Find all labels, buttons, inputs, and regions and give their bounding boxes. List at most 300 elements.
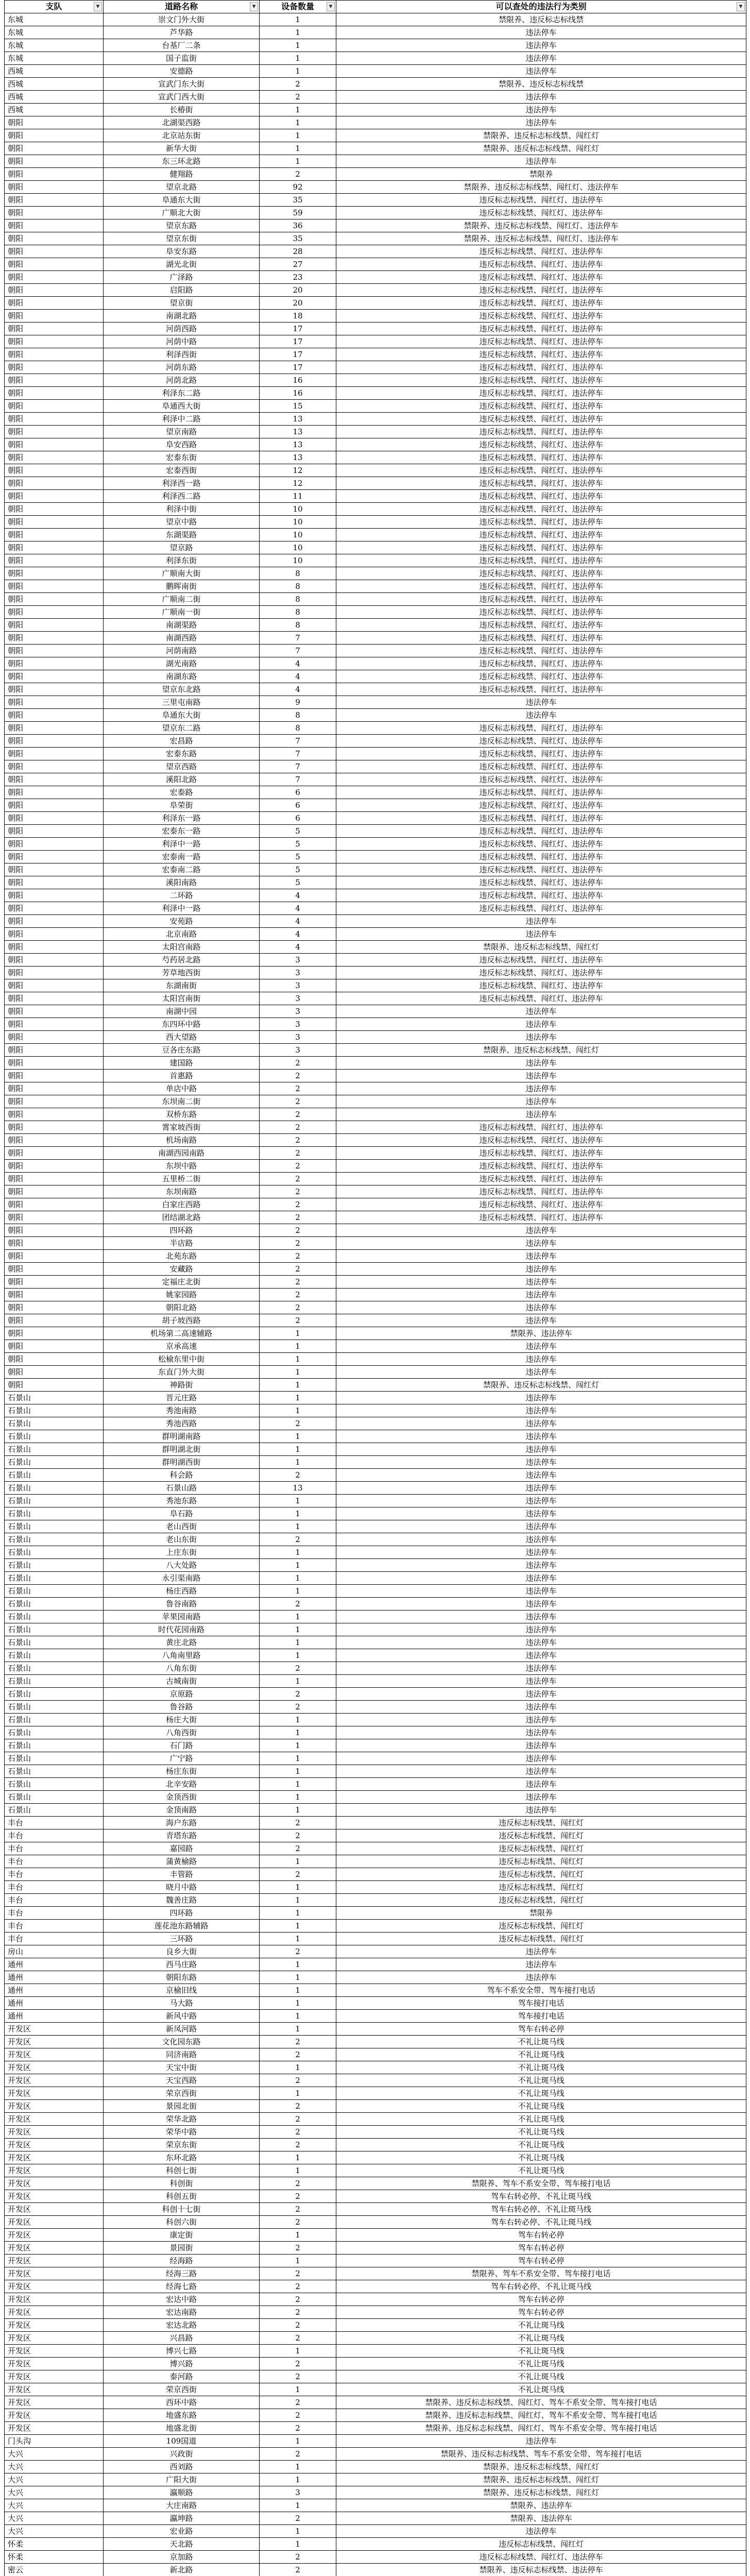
cell-team[interactable]: 朝阳 [5,116,104,129]
cell-road[interactable]: 东坝中路 [104,1160,260,1173]
cell-violation[interactable]: 禁限养、违法停车 [336,2512,746,2525]
cell-violation[interactable]: 不礼让斑马线 [336,2358,746,2370]
cell-count[interactable]: 3 [260,1044,336,1057]
cell-violation[interactable]: 违反标志标线禁、闯红灯、违法停车 [336,825,746,838]
cell-count[interactable]: 4 [260,902,336,915]
cell-violation[interactable]: 违法停车 [336,1031,746,1044]
cell-road[interactable]: 安德路 [104,65,260,78]
cell-road[interactable]: 机场南路 [104,1134,260,1147]
cell-team[interactable]: 朝阳 [5,1366,104,1379]
cell-road[interactable]: 广顺南一街 [104,606,260,619]
cell-road[interactable]: 石门路 [104,1739,260,1752]
cell-violation[interactable]: 违法停车 [336,1520,746,1533]
cell-violation[interactable]: 不礼让斑马线 [336,2048,746,2061]
cell-violation[interactable]: 违法停车 [336,1082,746,1095]
cell-violation[interactable]: 违反标志标线禁、闯红灯、违法停车 [336,477,746,490]
cell-count[interactable]: 5 [260,851,336,863]
cell-count[interactable]: 2 [260,1198,336,1211]
cell-team[interactable]: 大兴 [5,2461,104,2473]
cell-team[interactable]: 石景山 [5,1559,104,1572]
cell-road[interactable]: 金顶南路 [104,1804,260,1817]
cell-road[interactable]: 宏泰东路 [104,748,260,760]
cell-violation[interactable]: 禁限养、违反标志标线禁、闯红灯、违法停车 [336,181,746,194]
cell-road[interactable]: 宏业路 [104,2525,260,2538]
cell-road[interactable]: 天宝西路 [104,2074,260,2087]
cell-violation[interactable]: 违法停车 [336,1958,746,1971]
cell-count[interactable]: 3 [260,979,336,992]
cell-team[interactable]: 朝阳 [5,851,104,863]
cell-count[interactable]: 8 [260,567,336,580]
cell-team[interactable]: 大兴 [5,2448,104,2461]
cell-violation[interactable]: 违反标志标线禁、闯红灯、违法停车 [336,284,746,297]
cell-count[interactable]: 5 [260,876,336,889]
cell-count[interactable]: 36 [260,219,336,232]
cell-team[interactable]: 开发区 [5,2190,104,2203]
cell-count[interactable]: 3 [260,954,336,967]
cell-road[interactable]: 宏达中路 [104,2293,260,2306]
cell-count[interactable]: 3 [260,1031,336,1044]
cell-road[interactable]: 宏泰西街 [104,464,260,477]
cell-road[interactable]: 宣武门西大街 [104,91,260,104]
cell-road[interactable]: 广泽路 [104,271,260,284]
cell-violation[interactable]: 驾车接打电话 [336,2010,746,2023]
cell-team[interactable]: 石景山 [5,1585,104,1598]
cell-team[interactable]: 朝阳 [5,1018,104,1031]
cell-violation[interactable]: 不礼让斑马线 [336,2087,746,2100]
cell-count[interactable]: 6 [260,812,336,825]
cell-road[interactable]: 新风中路 [104,2010,260,2023]
cell-road[interactable]: 安苑路 [104,915,260,928]
cell-road[interactable]: 杨庄东街 [104,1765,260,1778]
cell-team[interactable]: 朝阳 [5,799,104,812]
cell-road[interactable]: 鲁谷南路 [104,1598,260,1611]
cell-violation[interactable]: 违反标志标线禁、闯红灯、违法停车 [336,1147,746,1160]
cell-team[interactable]: 石景山 [5,1392,104,1404]
cell-count[interactable]: 1 [260,1894,336,1907]
cell-violation[interactable]: 违反标志标线禁、闯红灯、违法停车 [336,413,746,426]
cell-road[interactable]: 京承高速 [104,1340,260,1353]
cell-road[interactable]: 大庄南路 [104,2499,260,2512]
cell-violation[interactable]: 违反标志标线禁、闯红灯 [336,1842,746,1855]
cell-count[interactable]: 1 [260,1920,336,1933]
cell-team[interactable]: 开发区 [5,2203,104,2216]
cell-road[interactable]: 科创街 [104,2177,260,2190]
cell-road[interactable]: 广顺北大街 [104,207,260,219]
cell-team[interactable]: 朝阳 [5,1340,104,1353]
cell-road[interactable]: 四环路 [104,1224,260,1237]
cell-team[interactable]: 石景山 [5,1778,104,1791]
cell-team[interactable]: 朝阳 [5,1057,104,1070]
cell-count[interactable]: 1 [260,1559,336,1572]
cell-violation[interactable]: 违反标志标线禁、闯红灯、违法停车 [336,1134,746,1147]
cell-road[interactable]: 胡子坡西路 [104,1314,260,1327]
cell-road[interactable]: 太阳宫南街 [104,992,260,1005]
cell-count[interactable]: 2 [260,1301,336,1314]
cell-violation[interactable]: 违反标志标线禁、闯红灯、违法停车 [336,889,746,902]
cell-team[interactable]: 朝阳 [5,1237,104,1250]
cell-road[interactable]: 利泽东一路 [104,812,260,825]
cell-road[interactable]: 新凤河路 [104,2023,260,2036]
cell-road[interactable]: 利泽东街 [104,554,260,567]
cell-road[interactable]: 利泽中一路 [104,838,260,851]
cell-road[interactable]: 望京中路 [104,516,260,529]
cell-team[interactable]: 朝阳 [5,1005,104,1018]
cell-count[interactable]: 2 [260,2319,336,2332]
cell-violation[interactable]: 违法停车 [336,1057,746,1070]
cell-team[interactable]: 朝阳 [5,670,104,683]
cell-violation[interactable]: 违反标志标线禁、闯红灯 [336,1881,746,1894]
cell-road[interactable]: 天北路 [104,2538,260,2551]
cell-count[interactable]: 10 [260,529,336,541]
cell-team[interactable]: 朝阳 [5,438,104,451]
cell-count[interactable]: 2 [260,1095,336,1108]
cell-violation[interactable]: 违法停车 [336,1765,746,1778]
cell-road[interactable]: 宏达北路 [104,2319,260,2332]
cell-team[interactable]: 石景山 [5,1546,104,1559]
cell-violation[interactable]: 不礼让斑马线 [336,2061,746,2074]
cell-road[interactable]: 宏泰东街 [104,451,260,464]
cell-road[interactable]: 芳草地西街 [104,967,260,979]
cell-violation[interactable]: 违法停车 [336,1507,746,1520]
cell-violation[interactable]: 违法停车 [336,1276,746,1289]
cell-count[interactable]: 3 [260,967,336,979]
cell-count[interactable]: 2 [260,168,336,181]
cell-road[interactable]: 机场第二高速辅路 [104,1327,260,1340]
cell-team[interactable]: 朝阳 [5,645,104,657]
cell-count[interactable]: 2 [260,2177,336,2190]
cell-violation[interactable]: 违法停车 [336,1108,746,1121]
cell-violation[interactable]: 禁限养、违反标志标线禁、闯红灯、违法停车 [336,219,746,232]
cell-road[interactable]: 北辛安路 [104,1778,260,1791]
cell-team[interactable]: 朝阳 [5,297,104,310]
cell-violation[interactable]: 违法停车 [336,1095,746,1108]
cell-team[interactable]: 朝阳 [5,529,104,541]
cell-road[interactable]: 泰河路 [104,2370,260,2383]
cell-count[interactable]: 1 [260,2061,336,2074]
cell-count[interactable]: 1 [260,1623,336,1636]
cell-violation[interactable]: 违法停车 [336,1791,746,1804]
cell-count[interactable]: 1 [260,1520,336,1533]
cell-road[interactable]: 姚家园路 [104,1289,260,1301]
cell-count[interactable]: 1 [260,1739,336,1752]
cell-violation[interactable]: 违反标志标线禁、闯红灯、违法停车 [336,567,746,580]
cell-road[interactable]: 西马庄路 [104,1958,260,1971]
cell-road[interactable]: 东环北路 [104,2151,260,2164]
cell-team[interactable]: 房山 [5,1945,104,1958]
cell-road[interactable]: 安藏路 [104,1263,260,1276]
cell-count[interactable]: 2 [260,1147,336,1160]
cell-team[interactable]: 丰台 [5,1881,104,1894]
cell-violation[interactable]: 禁限养、违反标志标线禁、闯红灯 [336,2486,746,2499]
cell-count[interactable]: 2 [260,1701,336,1714]
cell-count[interactable]: 20 [260,297,336,310]
cell-road[interactable]: 康定街 [104,2229,260,2242]
cell-count[interactable]: 2 [260,2448,336,2461]
filter-dropdown-icon[interactable]: ▼ [94,2,102,11]
cell-violation[interactable]: 违反标志标线禁、闯红灯、违法停车 [336,619,746,632]
cell-count[interactable]: 12 [260,464,336,477]
cell-road[interactable]: 启阳路 [104,284,260,297]
cell-count[interactable]: 1 [260,142,336,155]
cell-road[interactable]: 科创五街 [104,2190,260,2203]
cell-team[interactable]: 朝阳 [5,348,104,361]
cell-team[interactable]: 石景山 [5,1611,104,1623]
cell-road[interactable]: 科会路 [104,1469,260,1482]
cell-count[interactable]: 2 [260,2280,336,2293]
cell-count[interactable]: 2 [260,2203,336,2216]
cell-team[interactable]: 朝阳 [5,541,104,554]
cell-violation[interactable]: 违法停车 [336,2525,746,2538]
cell-count[interactable]: 2 [260,2036,336,2048]
cell-violation[interactable]: 不礼让斑马线 [336,2126,746,2139]
cell-count[interactable]: 13 [260,426,336,438]
cell-road[interactable]: 团结湖北路 [104,1211,260,1224]
cell-count[interactable]: 2 [260,2100,336,2113]
cell-team[interactable]: 朝阳 [5,735,104,748]
cell-team[interactable]: 石景山 [5,1649,104,1662]
cell-road[interactable]: 阜安东路 [104,245,260,258]
cell-team[interactable]: 朝阳 [5,1211,104,1224]
cell-team[interactable]: 石景山 [5,1752,104,1765]
cell-count[interactable]: 17 [260,335,336,348]
cell-count[interactable]: 1 [260,1714,336,1726]
cell-violation[interactable]: 违反标志标线禁、闯红灯、违法停车 [336,490,746,503]
cell-team[interactable]: 石景山 [5,1533,104,1546]
cell-violation[interactable]: 违法停车 [336,915,746,928]
cell-count[interactable]: 2 [260,1417,336,1430]
cell-road[interactable]: 老山西街 [104,1520,260,1533]
cell-team[interactable]: 朝阳 [5,1379,104,1392]
cell-violation[interactable]: 违反标志标线禁、闯红灯、违法停车 [336,632,746,645]
cell-count[interactable]: 1 [260,2087,336,2100]
cell-road[interactable]: 宏泰路 [104,786,260,799]
cell-count[interactable]: 2 [260,2048,336,2061]
cell-team[interactable]: 朝阳 [5,1108,104,1121]
cell-team[interactable]: 通州 [5,1971,104,1984]
cell-team[interactable]: 朝阳 [5,374,104,387]
cell-road[interactable]: 良乡大街 [104,1945,260,1958]
cell-count[interactable]: 8 [260,709,336,722]
cell-count[interactable]: 2 [260,2126,336,2139]
cell-count[interactable]: 1 [260,1958,336,1971]
cell-road[interactable]: 崇文门外大街 [104,13,260,26]
cell-count[interactable]: 10 [260,541,336,554]
cell-count[interactable]: 1 [260,1340,336,1353]
cell-road[interactable]: 阜通东大街 [104,709,260,722]
cell-count[interactable]: 1 [260,1392,336,1404]
cell-road[interactable]: 二环路 [104,889,260,902]
cell-violation[interactable]: 违法停车 [336,1636,746,1649]
cell-violation[interactable]: 违反标志标线禁、闯红灯、违法停车 [336,670,746,683]
cell-violation[interactable]: 违反标志标线禁、闯红灯、违法停车 [336,541,746,554]
cell-team[interactable]: 朝阳 [5,567,104,580]
cell-road[interactable]: 望京西路 [104,760,260,773]
cell-road[interactable]: 秀池南路 [104,1404,260,1417]
cell-count[interactable]: 1 [260,2229,336,2242]
cell-violation[interactable]: 违反标志标线禁、闯红灯、违法停车 [336,992,746,1005]
cell-count[interactable]: 1 [260,129,336,142]
cell-violation[interactable]: 违法停车 [336,1572,746,1585]
cell-team[interactable]: 石景山 [5,1791,104,1804]
cell-count[interactable]: 2 [260,1469,336,1482]
cell-violation[interactable]: 违反标志标线禁、闯红灯、违法停车 [336,786,746,799]
cell-team[interactable]: 朝阳 [5,1327,104,1340]
cell-count[interactable]: 2 [260,1185,336,1198]
cell-violation[interactable]: 违法停车 [336,1314,746,1327]
cell-violation[interactable]: 驾车右转必停、不礼让斑马线 [336,2190,746,2203]
cell-count[interactable]: 1 [260,2255,336,2267]
cell-road[interactable]: 望京东街 [104,232,260,245]
cell-road[interactable]: 北湖渠西路 [104,116,260,129]
cell-violation[interactable]: 违法停车 [336,1585,746,1598]
cell-violation[interactable]: 违法停车 [336,1018,746,1031]
cell-road[interactable]: 河荫西路 [104,323,260,335]
cell-road[interactable]: 黄庄北路 [104,1636,260,1649]
cell-road[interactable]: 宏达南路 [104,2306,260,2319]
cell-count[interactable]: 3 [260,1005,336,1018]
cell-violation[interactable]: 违反标志标线禁、闯红灯、违法停车 [336,645,746,657]
cell-violation[interactable]: 驾车右转必停 [336,2255,746,2267]
cell-count[interactable]: 7 [260,645,336,657]
cell-violation[interactable]: 驾车右转必停 [336,2293,746,2306]
cell-road[interactable]: 河荫东路 [104,361,260,374]
cell-team[interactable]: 朝阳 [5,606,104,619]
cell-violation[interactable]: 违法停车 [336,1752,746,1765]
cell-team[interactable]: 朝阳 [5,863,104,876]
cell-team[interactable]: 开发区 [5,2345,104,2358]
cell-count[interactable]: 7 [260,760,336,773]
cell-violation[interactable]: 禁限养、违反标志标线禁、驾车不系安全带、驾车接打电话 [336,2448,746,2461]
cell-road[interactable]: 八角东街 [104,1662,260,1675]
cell-team[interactable]: 朝阳 [5,928,104,941]
cell-road[interactable]: 广顺南大街 [104,567,260,580]
cell-violation[interactable]: 违反标志标线禁、闯红灯、违法停车 [336,1160,746,1173]
cell-road[interactable]: 河荫中路 [104,335,260,348]
cell-road[interactable]: 古城南街 [104,1675,260,1688]
cell-team[interactable]: 开发区 [5,2306,104,2319]
cell-violation[interactable]: 禁限养 [336,1907,746,1920]
cell-road[interactable]: 河荫南路 [104,645,260,657]
cell-violation[interactable]: 违法停车 [336,1392,746,1404]
cell-road[interactable]: 溪阳北路 [104,773,260,786]
cell-team[interactable]: 朝阳 [5,1070,104,1082]
cell-count[interactable]: 8 [260,593,336,606]
cell-violation[interactable]: 违法停车 [336,1611,746,1623]
cell-count[interactable]: 2 [260,1108,336,1121]
cell-count[interactable]: 5 [260,863,336,876]
cell-violation[interactable]: 不礼让斑马线 [336,2036,746,2048]
cell-count[interactable]: 8 [260,606,336,619]
cell-team[interactable]: 密云 [5,2564,104,2576]
cell-road[interactable]: 北京南路 [104,928,260,941]
cell-count[interactable]: 7 [260,632,336,645]
cell-team[interactable]: 朝阳 [5,1095,104,1108]
cell-violation[interactable]: 违法停车 [336,1417,746,1430]
cell-violation[interactable]: 驾车右转必停、不礼让斑马线 [336,2216,746,2229]
cell-road[interactable]: 长椿街 [104,104,260,116]
cell-team[interactable]: 大兴 [5,2486,104,2499]
cell-road[interactable]: 荣华中路 [104,2126,260,2139]
cell-team[interactable]: 石景山 [5,1636,104,1649]
cell-count[interactable]: 1 [260,1855,336,1868]
filter-dropdown-icon[interactable]: ▼ [250,2,258,11]
cell-road[interactable]: 马大路 [104,1997,260,2010]
cell-team[interactable]: 开发区 [5,2255,104,2267]
cell-team[interactable]: 石景山 [5,1662,104,1675]
cell-team[interactable]: 石景山 [5,1482,104,1495]
cell-team[interactable]: 朝阳 [5,1160,104,1173]
cell-team[interactable]: 石景山 [5,1404,104,1417]
cell-count[interactable]: 1 [260,1611,336,1623]
cell-road[interactable]: 瀛坤路 [104,2512,260,2525]
cell-count[interactable]: 4 [260,657,336,670]
cell-road[interactable]: 四环路 [104,1907,260,1920]
cell-team[interactable]: 开发区 [5,2267,104,2280]
cell-violation[interactable]: 不礼让斑马线 [336,2113,746,2126]
cell-violation[interactable]: 不礼让斑马线 [336,2074,746,2087]
cell-violation[interactable]: 违反标志标线禁、闯红灯、违法停车 [336,799,746,812]
cell-violation[interactable]: 违法停车 [336,1675,746,1688]
cell-road[interactable]: 利泽西一路 [104,477,260,490]
cell-team[interactable]: 朝阳 [5,426,104,438]
cell-road[interactable]: 八角西街 [104,1726,260,1739]
cell-violation[interactable]: 违法停车 [336,52,746,65]
cell-road[interactable]: 苹果园南路 [104,1611,260,1623]
cell-count[interactable]: 1 [260,1726,336,1739]
cell-road[interactable]: 宏泰东一路 [104,825,260,838]
cell-count[interactable]: 11 [260,490,336,503]
cell-violation[interactable]: 违法停车 [336,1726,746,1739]
cell-road[interactable]: 阜安西路 [104,438,260,451]
cell-team[interactable]: 石景山 [5,1495,104,1507]
cell-violation[interactable]: 违反标志标线禁、闯红灯、违法停车 [336,400,746,413]
cell-team[interactable]: 石景山 [5,1572,104,1585]
cell-violation[interactable]: 不礼让斑马线 [336,2345,746,2358]
cell-road[interactable]: 广宁路 [104,1752,260,1765]
cell-team[interactable]: 开发区 [5,2409,104,2422]
cell-team[interactable]: 朝阳 [5,1031,104,1044]
cell-road[interactable]: 晓月中路 [104,1881,260,1894]
cell-violation[interactable]: 违反标志标线禁、闯红灯、违法停车 [336,271,746,284]
cell-road[interactable]: 杨庄西路 [104,1585,260,1598]
cell-team[interactable]: 朝阳 [5,1224,104,1237]
cell-violation[interactable]: 违反标志标线禁、闯红灯、违法停车 [336,967,746,979]
cell-count[interactable]: 1 [260,1353,336,1366]
cell-team[interactable]: 朝阳 [5,1044,104,1057]
cell-road[interactable]: 台基厂二条 [104,39,260,52]
cell-team[interactable]: 朝阳 [5,593,104,606]
cell-count[interactable]: 1 [260,1495,336,1507]
cell-road[interactable]: 时代花园南路 [104,1623,260,1636]
cell-violation[interactable]: 禁限养、违反标志标线禁、闯红灯 [336,1379,746,1392]
cell-violation[interactable]: 违法停车 [336,709,746,722]
cell-team[interactable]: 朝阳 [5,838,104,851]
cell-road[interactable]: 三里屯南路 [104,696,260,709]
cell-team[interactable]: 石景山 [5,1598,104,1611]
cell-violation[interactable]: 违反标志标线禁、闯红灯、违法停车 [336,851,746,863]
cell-road[interactable]: 科创七街 [104,2164,260,2177]
cell-violation[interactable]: 违法停车 [336,1482,746,1495]
cell-violation[interactable]: 违反标志标线禁、闯红灯、违法停车 [336,902,746,915]
cell-road[interactable]: 经海路 [104,2255,260,2267]
cell-violation[interactable]: 违反标志标线禁、闯红灯 [336,1894,746,1907]
cell-team[interactable]: 朝阳 [5,129,104,142]
cell-team[interactable]: 朝阳 [5,271,104,284]
cell-road[interactable]: 东三环北路 [104,155,260,168]
cell-count[interactable]: 4 [260,941,336,954]
cell-road[interactable]: 望京东路 [104,219,260,232]
cell-count[interactable]: 2 [260,1289,336,1301]
